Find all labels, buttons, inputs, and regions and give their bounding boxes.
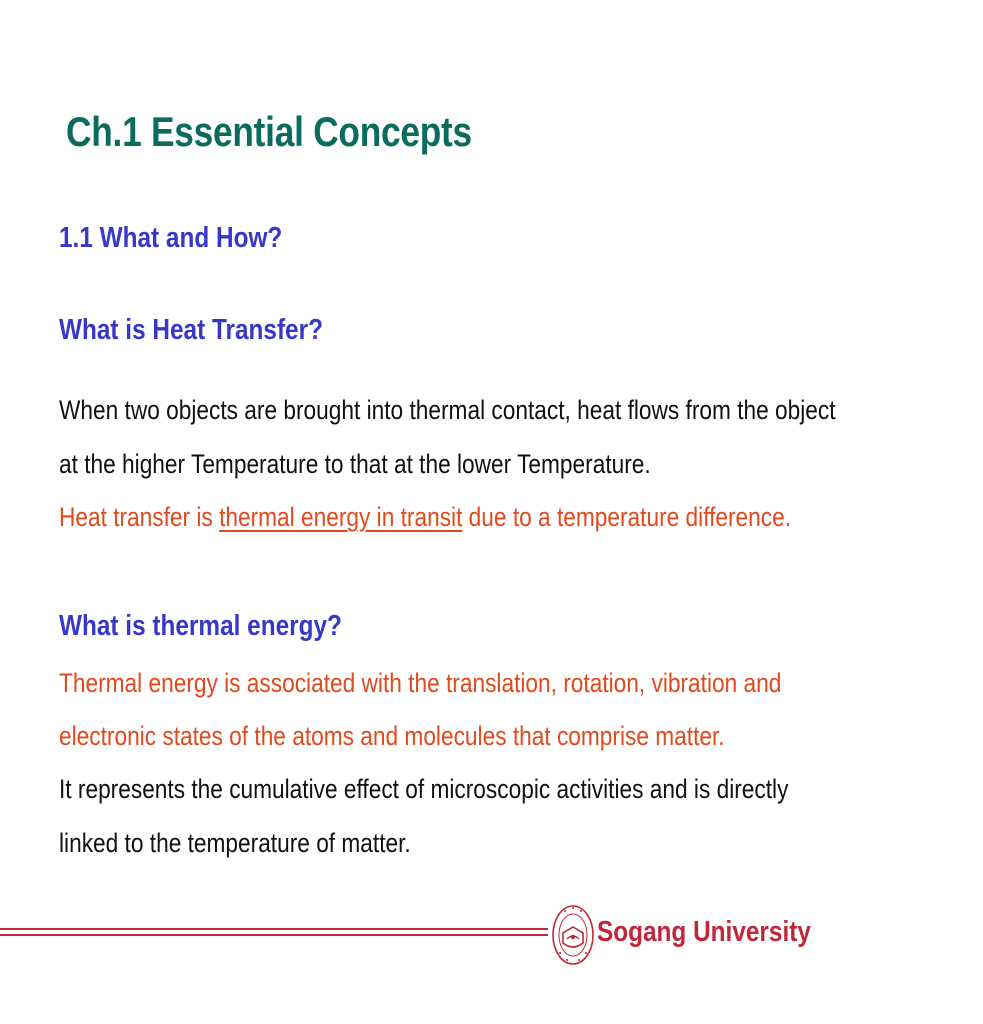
paragraph-1-line-2: at the higher Temperature to that at the lower Temperature. — [59, 449, 651, 479]
slide-title: Ch.1 Essential Concepts — [66, 108, 472, 155]
university-name: Sogang University — [597, 916, 811, 948]
definition-suffix: due to a temperature difference. — [462, 502, 792, 532]
definition-prefix: Heat transfer is — [59, 502, 220, 532]
footer-rule-top — [0, 928, 548, 930]
thermal-energy-in-transit-underlined: thermal energy in transit — [219, 502, 463, 532]
paragraph-1-line-3 — [59, 501, 930, 533]
footer-rule-bottom — [0, 934, 548, 936]
paragraph-1-line-1: When two objects are brought into thermal contact, heat flows from the object — [59, 395, 836, 425]
question-thermal-energy: What is thermal energy? — [59, 610, 342, 642]
question-heat-transfer: What is Heat Transfer? — [59, 314, 323, 346]
paragraph-2-line-3: It represents the cumulative effect of microscopic activities and is directly — [59, 774, 789, 804]
paragraph-2-line-4: linked to the temperature of matter. — [59, 828, 411, 858]
paragraph-2-line-2: electronic states of the atoms and molecules that comprise matter. — [59, 721, 725, 751]
section-heading: 1.1 What and How? — [59, 222, 283, 254]
sogang-seal-icon — [551, 903, 595, 967]
paragraph-2-line-1: Thermal energy is associated with the translation, rotation, vibration and — [59, 668, 782, 698]
